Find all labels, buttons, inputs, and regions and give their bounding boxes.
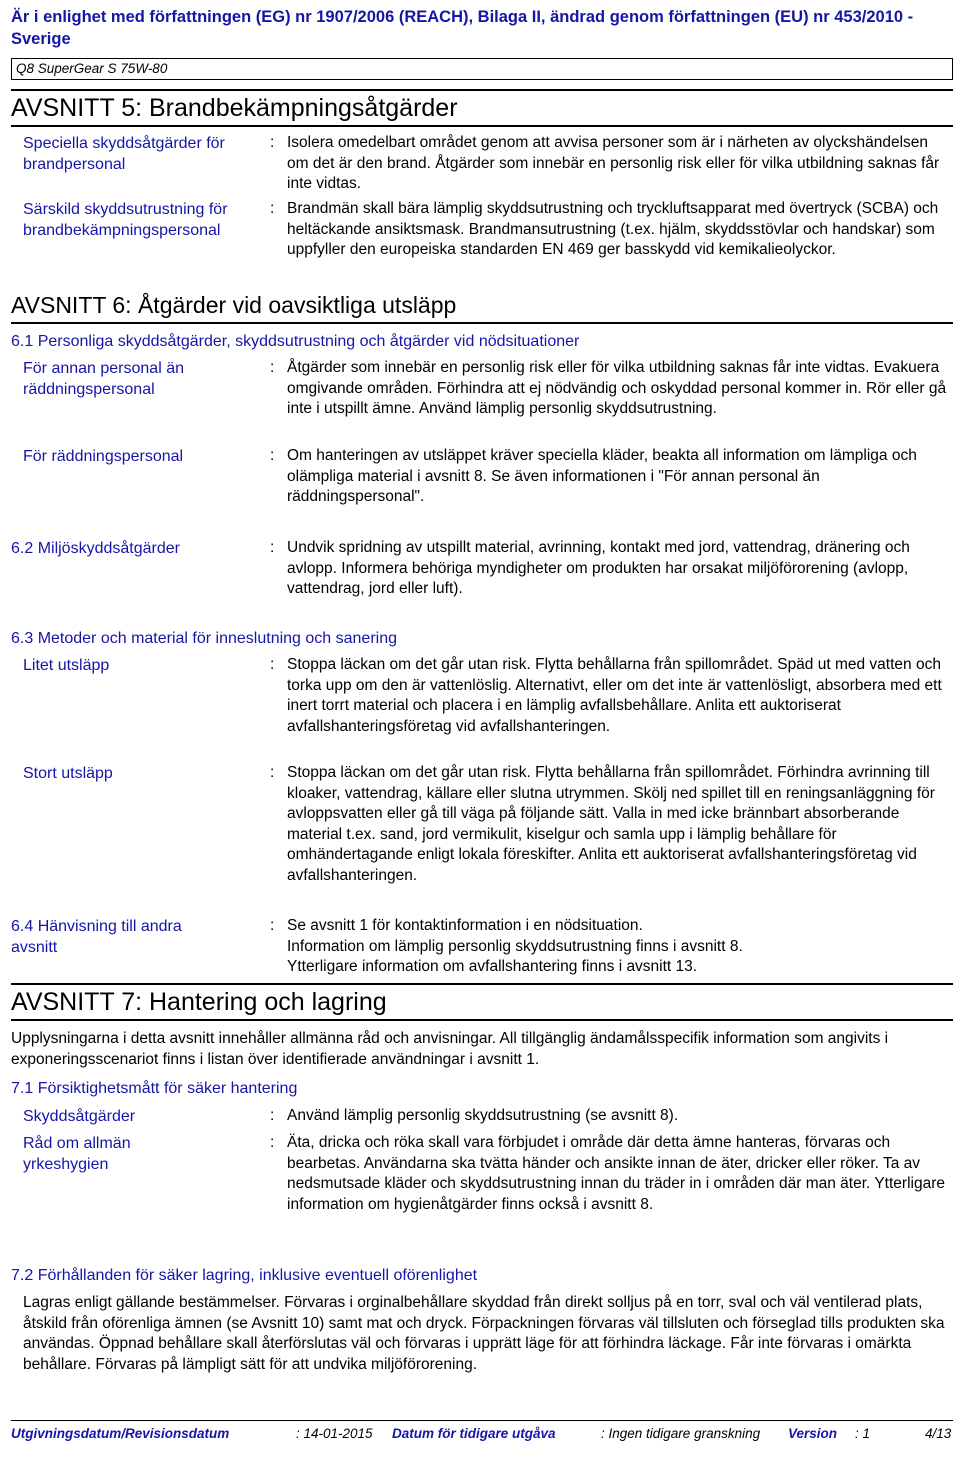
colon: : <box>270 539 275 556</box>
reference-line: Se avsnitt 1 för kontaktinformation i en nödsituation. <box>287 917 643 934</box>
references-list <box>287 916 947 978</box>
section-rule <box>11 322 953 324</box>
section-5-heading: AVSNITT 5: Brandbekämpningsåtgärder <box>11 94 458 122</box>
colon: : <box>270 656 275 673</box>
label-hygiene: Råd om allmän yrkeshygien <box>23 1135 131 1173</box>
reference-line: Ytterligare information om avfallshantering finns i avsnitt 13. <box>287 958 698 975</box>
footer-rule <box>11 1420 953 1421</box>
subsection-6-3-heading: 6.3 Metoder och material för inneslutning och sanering <box>11 630 397 647</box>
section-rule <box>11 89 953 91</box>
footer-version-label: Version <box>788 1426 838 1441</box>
label-environmental: 6.2 Miljöskyddsåtgärder <box>11 540 180 557</box>
section-7-intro: Upplysningarna i detta avsnitt innehåller allmänna råd och anvisningar. All tillgänglig ändamålsspecifik information som angivits i exponeringsscenariot finns i listan över identifierade användningar i avsnitt 1. <box>11 1030 889 1068</box>
label-fire-personnel: Speciella skyddsåtgärder för brandpersonal <box>23 135 225 173</box>
section-rule <box>11 1019 953 1021</box>
label-small-spill: Litet utsläpp <box>23 657 110 674</box>
section-6-heading: AVSNITT 6: Åtgärder vid oavsiktliga utsläpp <box>11 292 457 318</box>
label-large-spill: Stort utsläpp <box>23 765 113 782</box>
footer-version-value: : 1 <box>855 1426 871 1441</box>
text-small-spill: Stoppa läckan om det går utan risk. Flytta behållarna från spillområdet. Späd ut med vatten och torka upp om den är vattenlöslig. Alternativt, eller om det inte är vattenlösligt, absorbera med ett inert torrt material och placera i en lämplig avfallsbehållare. Anlita ett auktoriserat avfallshanteringsföretag vid avfallshanteringen. <box>287 656 942 735</box>
product-name: Q8 SuperGear S 75W-80 <box>16 61 168 76</box>
text-hygiene: Äta, dricka och röka skall vara förbjudet i område där detta ämne hanteras, förvaras och bearbetas. Användarna ska tvätta händer och ansikte innan de äter, dricker eller röker. Ta av nedsmutsade kläder och skyddsutrustning innan du träder in i områden där man äter. Ytterligare information om hygienåtgärder finns också i avsnitt 8. <box>287 1134 945 1213</box>
text-environmental: Undvik spridning av utspillt material, avrinning, kontakt med jord, vattendrag, dränering och avlopp. Informera behöriga myndigheter om produkten har orsakat miljöförorening (avlopp, vattendrag, jord eller luft). <box>287 539 910 597</box>
subsection-6-1-heading: 6.1 Personliga skyddsåtgärder, skyddsutrustning och åtgärder vid nödsituationer <box>11 333 580 350</box>
section-rule <box>11 983 953 985</box>
label-protective-measures: Skyddsåtgärder <box>23 1108 136 1125</box>
subsection-7-2-heading: 7.2 Förhållanden för säker lagring, inklusive eventuell oförenlighet <box>11 1267 478 1284</box>
label-non-emergency: För annan personal än räddningspersonal <box>23 360 184 398</box>
label-references: 6.4 Hänvisning till andra avsnitt <box>11 918 182 956</box>
text-protective-equipment: Brandmän skall bära lämplig skyddsutrustning och tryckluftsapparat med övertryck (SCBA) och heltäckande ansiktsmask. Brandmansutrustning (t.ex. hjälm, skyddsstövlar och handskar) som uppfyller den europeiska standarden EN 469 ger basskydd vid kemikalieolyckor. <box>287 200 939 258</box>
footer-prev-label: Datum för tidigare utgåva <box>392 1426 556 1441</box>
footer-page-number: 4/13 <box>925 1426 952 1441</box>
label-emergency-responders: För räddningspersonal <box>23 448 184 465</box>
colon: : <box>270 917 275 934</box>
product-name-box <box>11 58 953 80</box>
reference-line: Information om lämplig personlig skyddsutrustning finns i avsnitt 8. <box>287 937 743 955</box>
colon: : <box>270 1107 275 1124</box>
footer-prev-value: : Ingen tidigare granskning <box>601 1426 761 1441</box>
text-storage: Lagras enligt gällande bestämmelser. Förvaras i orginalbehållare skyddad från direkt solljus på en torr, sval och väl ventilerad plats, åtskild från oförenliga ämnen (se Avsnitt 10) samt mat och dryck. Förpackningen förvaras väl tillsluten och förseglad tills produkten ska användas. Öppnad behållare skall återförslutas väl och förvaras i upprätt läge för att förhindra läckage. Får inte förvaras i omärkta behållare. Förvaras på lämpligt sätt för att undvika miljöförorening. <box>23 1294 945 1373</box>
text-large-spill: Stoppa läckan om det går utan risk. Flytta behållarna från spillområdet. Förhindra avrinning till kloaker, vattendrag, källare eller slutna utrymmen. Skölj ned spillet till en reningsanläggning för avloppsvatten eller gå till väga på följande sätt. Valla in med icke brännbart absorberande material t.ex. sand, jord vermikulit, kiselgur och samla upp i lämplig behållare för omhändertagande enligt lokala föreskifter. Anlita ett auktoriserat avfallshanteringsföretag vid avfallshanteringen. <box>287 764 935 884</box>
section-7-heading: AVSNITT 7: Hantering och lagring <box>11 988 387 1016</box>
colon: : <box>270 1134 275 1151</box>
document-title: Är i enlighet med författningen (EG) nr 1907/2006 (REACH), Bilaga II, ändrad genom författningen (EU) nr 453/2010 - Sverige <box>11 8 914 48</box>
label-protective-equipment: Särskild skyddsutrustning för brandbekämpningspersonal <box>23 201 228 239</box>
footer-date-value: : 14-01-2015 <box>296 1426 373 1441</box>
footer-date-label: Utgivningsdatum/Revisionsdatum <box>11 1426 230 1441</box>
colon: : <box>270 134 275 151</box>
colon: : <box>270 359 275 376</box>
section-rule <box>11 125 953 127</box>
colon: : <box>270 764 275 781</box>
text-non-emergency: Åtgärder som innebär en personlig risk eller för vilka utbildning saknas får inte vidtas. Evakuera omgivande områden. Förhindra att ej nödvändig och oskyddad personal kommer in. Rör eller gå inte i utspillt ämne. Använd lämplig personlig skyddsutrustning. <box>287 359 947 417</box>
text-emergency-responders: Om hanteringen av utsläppet kräver speciella kläder, beakta all information om lämpliga och olämpliga material i avsnitt 8. Se även informationen i "För annan personal än räddningspersonal". <box>287 447 917 505</box>
text-protective-measures: Använd lämplig personlig skyddsutrustning (se avsnitt 8). <box>287 1107 679 1124</box>
subsection-7-1-heading: 7.1 Försiktighetsmått för säker hantering <box>11 1080 298 1097</box>
colon: : <box>270 447 275 464</box>
text-fire-personnel: Isolera omedelbart området genom att avvisa personer som är i närheten av olyckshändelsen om det är den brand. Åtgärder som innebär en personlig risk eller för vilka utbildning saknas får inte vidtas. <box>287 134 940 192</box>
colon: : <box>270 200 275 217</box>
